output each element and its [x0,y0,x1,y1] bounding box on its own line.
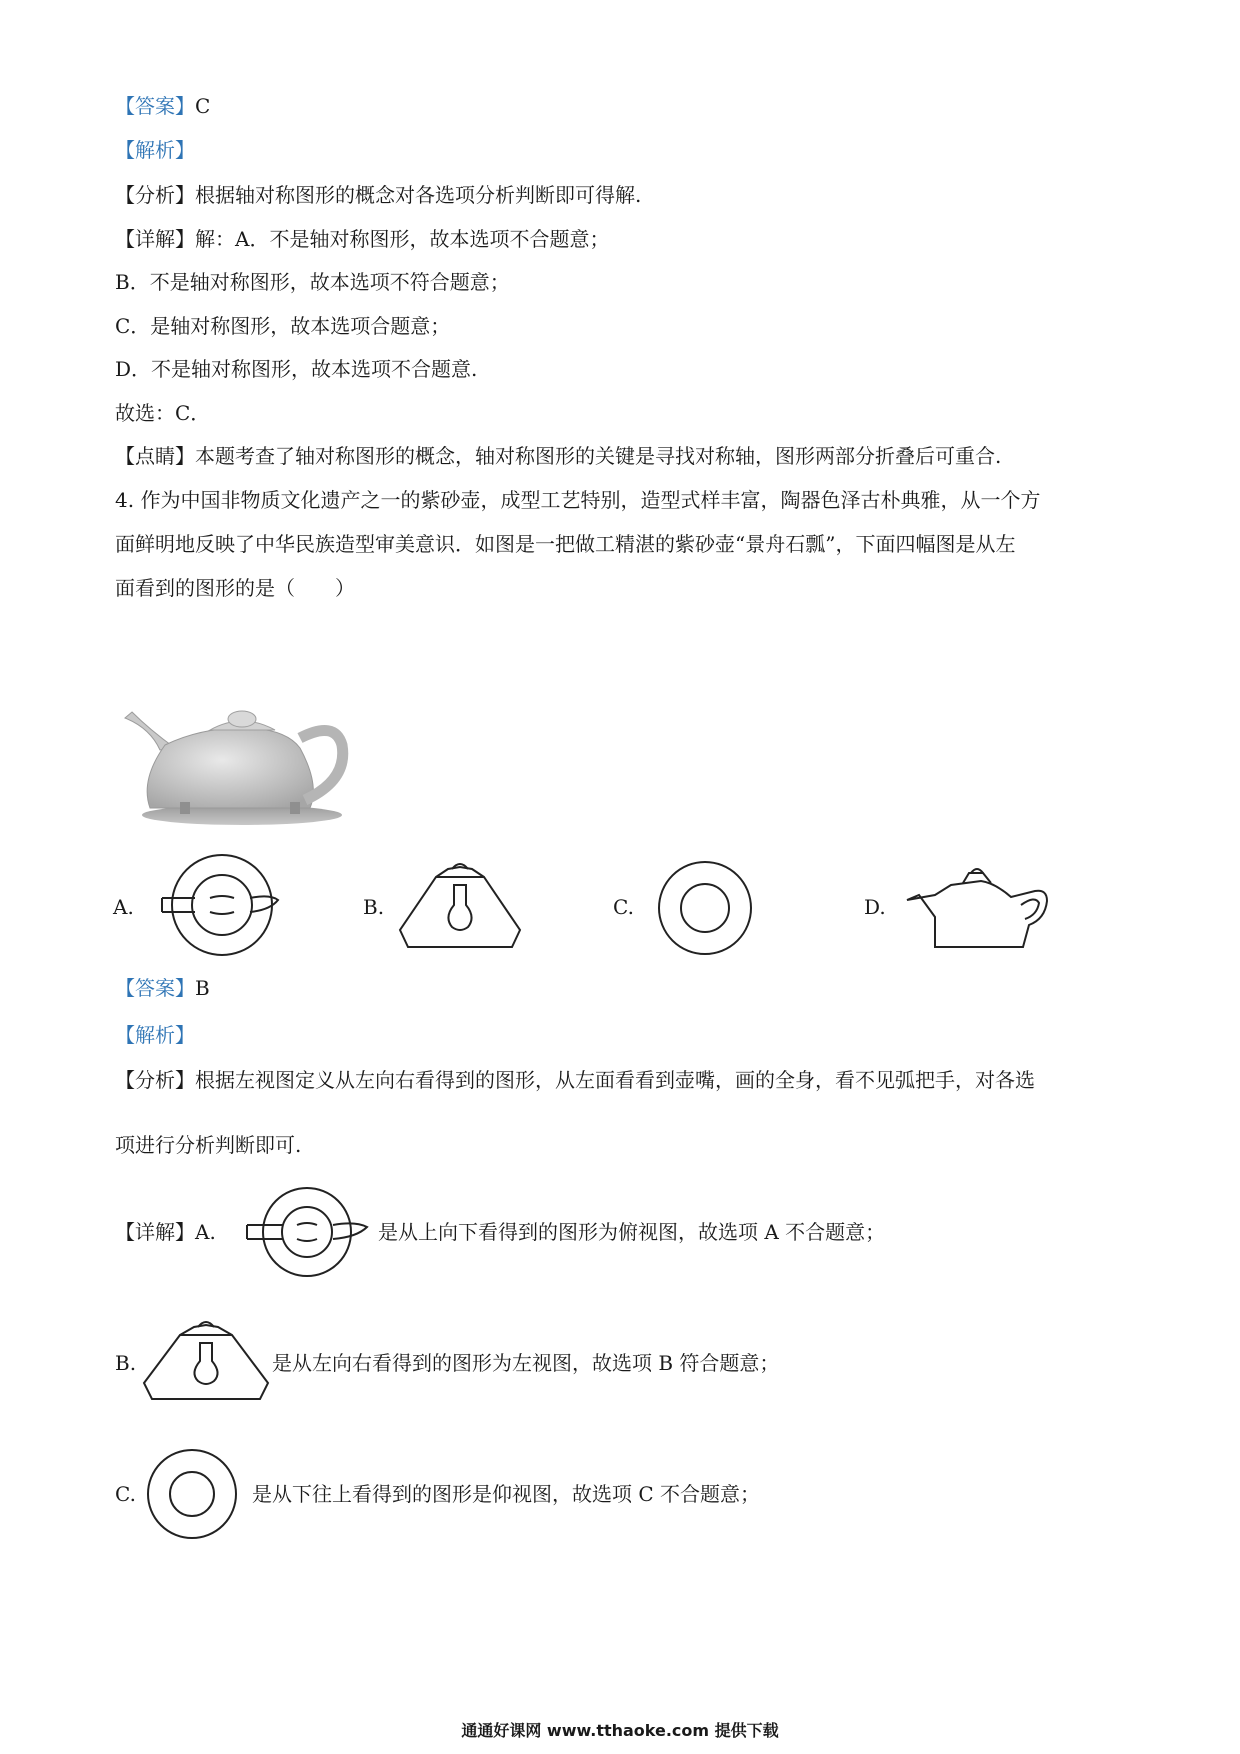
fenxi-text: 根据轴对称图形的概念对各选项分析判断即可得解. [195,183,642,207]
q4-analysis-tag: 【解析】 [115,1023,195,1047]
q4-detail-c-text: 是从下往上看得到的图形是仰视图，故选项 C 不合题意； [252,1482,761,1506]
q4-answer-value: B [195,976,210,1000]
detail-c-bottom-view-icon [145,1447,240,1542]
q4-fenxi-tag: 【分析】 [115,1068,195,1092]
option-a-label: A. [113,895,134,919]
q4-answer-tag: 【答案】 [115,976,195,1000]
xiangjie-text: 解：A．不是轴对称图形，故本选项不合题意； [195,227,610,251]
q3-xiangjie-line [115,225,609,253]
dianjing-text: 本题考查了轴对称图形的概念，轴对称图形的关键是寻找对称轴，图形两部分折叠后可重合. [195,444,1002,468]
q4-fenxi-line1 [115,1066,1035,1094]
q3-line-c: C．是轴对称图形，故本选项合题意； [115,314,451,338]
q4-fenxi-line2: 项进行分析判断即可. [115,1133,302,1157]
q4-detail-b-label: B. [115,1351,137,1375]
q3-answer-line [115,92,210,120]
option-b-left-view-icon [398,855,523,955]
q4-stem-line2: 面鲜明地反映了中华民族造型审美意识．如图是一把做工精湛的紫砂壶“景舟石瓢”，下面四幅图是从左 [115,532,1016,556]
xiangjie-tag: 【详解】 [115,227,195,251]
teapot-photo [120,690,350,830]
answer-tag: 【答案】 [115,94,195,118]
fenxi-tag: 【分析】 [115,183,195,207]
q4-fenxi-text1: 根据左视图定义从左向右看得到的图形，从左面看看到壶嘴，画的全身，看不见弧把手，对各选 [195,1068,1035,1092]
answer-value: C [195,94,211,118]
q4-detail-c-label: C. [115,1482,136,1506]
q4-detail-a-text: 是从上向下看得到的图形为俯视图，故选项 A 不合题意； [378,1220,886,1244]
detail-a-top-view-icon [245,1185,370,1280]
option-c-bottom-view-icon [655,858,755,958]
detail-b-left-view-icon [142,1315,270,1405]
q4-detail-b-text: 是从左向右看得到的图形为左视图，故选项 B 符合题意； [272,1351,780,1375]
q4-answer-line [115,974,210,1002]
option-b-label: B. [363,895,385,919]
dianjing-tag: 【点睛】 [115,444,195,468]
option-a-top-view-icon [160,850,280,960]
q4-detail-a-label: A. [195,1220,216,1244]
option-c-label: C. [613,895,634,919]
q4-stem-line3: 面看到的图形的是（ ） [115,576,355,600]
page-footer: 通通好课网 www.tthaoke.com 提供下载 [461,1721,779,1740]
q3-line-d: D．不是轴对称图形，故本选项不合题意. [115,357,478,381]
q3-fenxi-line [115,181,641,209]
q3-line-b: B．不是轴对称图形，故本选项不符合题意； [115,270,510,294]
q4-stem-line1: 4. 作为中国非物质文化遗产之一的紫砂壶，成型工艺特别，造型式样丰富，陶器色泽古朴典雅，从一个方 [115,488,1041,512]
analysis-tag: 【解析】 [115,138,195,162]
option-d-front-view-icon [905,855,1055,955]
q3-dianjing-line [115,442,1001,470]
q4-detail-a-prefix [115,1218,216,1246]
q4-xiangjie-tag: 【详解】 [115,1220,195,1244]
q3-conclusion: 故选：C． [115,401,211,425]
option-d-label: D. [864,895,886,919]
